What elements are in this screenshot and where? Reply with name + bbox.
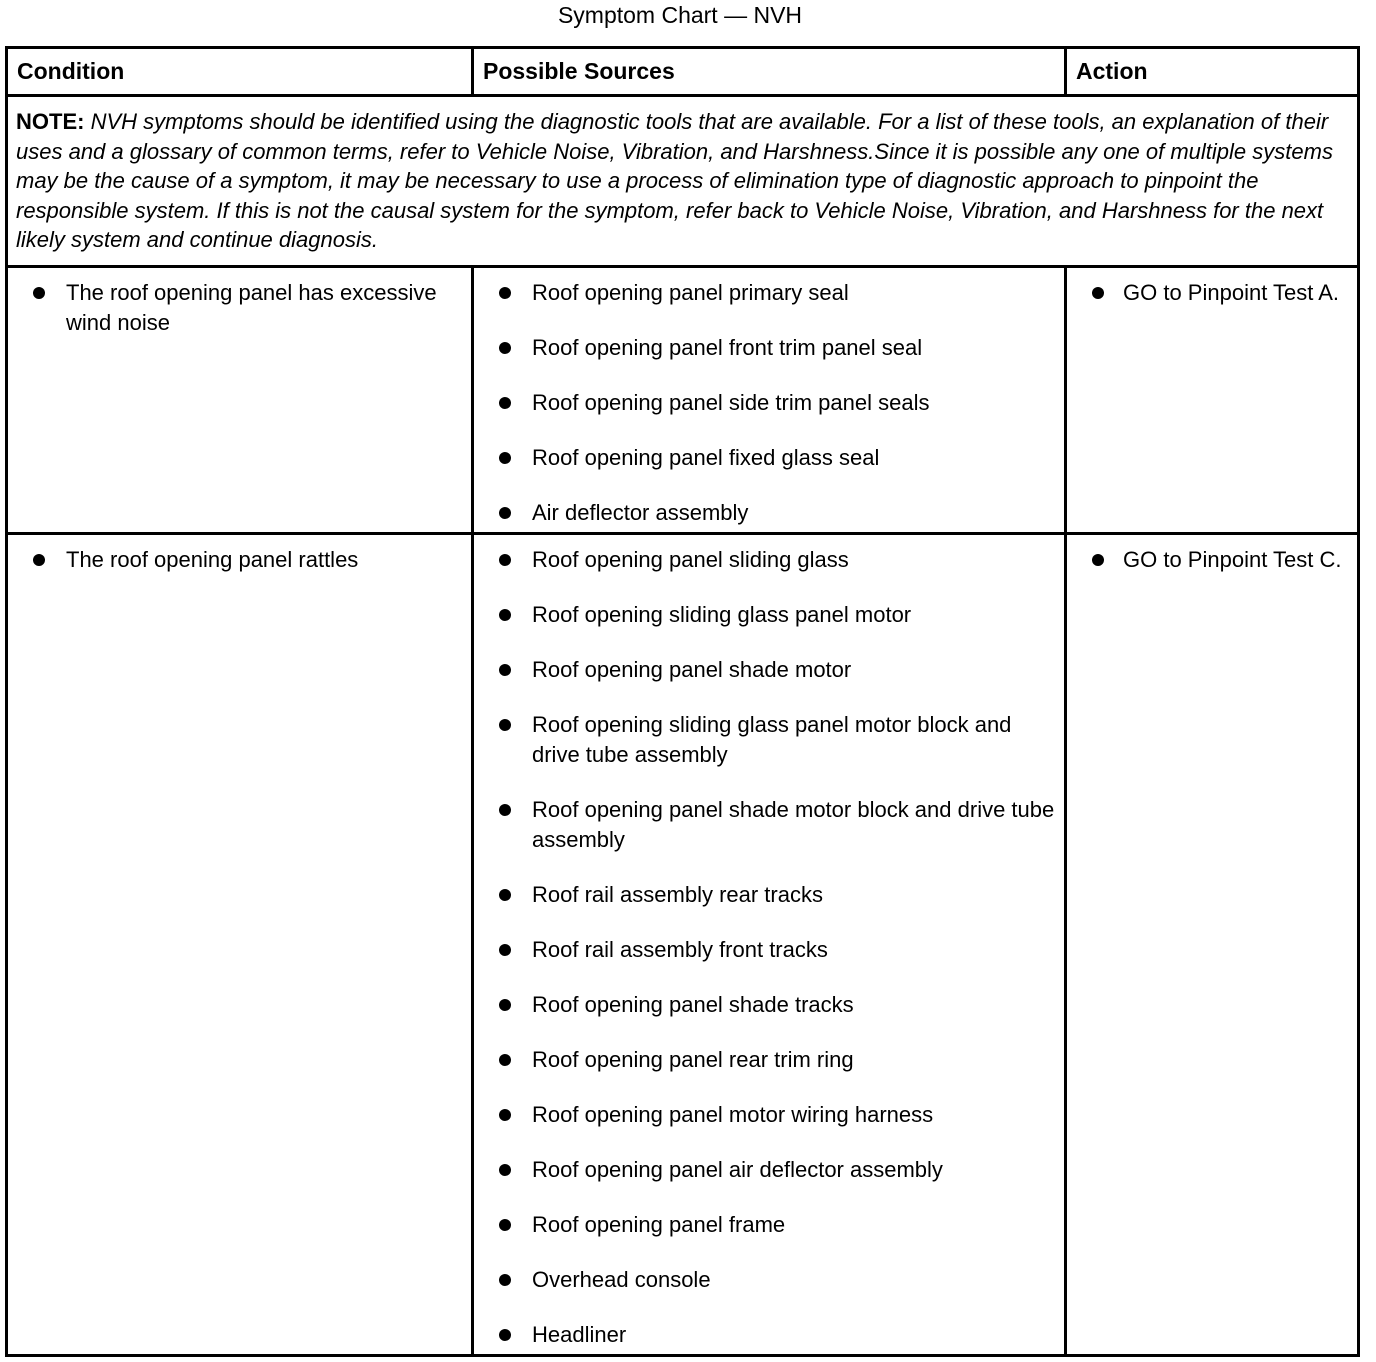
source-item: Roof opening panel sliding glass [474, 545, 1056, 575]
source-item: Roof rail assembly rear tracks [474, 880, 1056, 910]
table-row [7, 533, 1359, 1355]
condition-cell [7, 266, 473, 533]
sources-cell [473, 533, 1066, 1355]
source-item: Roof opening sliding glass panel motor block and drive tube assembly [474, 710, 1056, 770]
source-item: Roof opening panel primary seal [474, 278, 1056, 308]
source-item: Roof opening panel motor wiring harness [474, 1100, 1056, 1130]
header-row [7, 48, 1359, 96]
source-item: Roof opening panel front trim panel seal [474, 333, 1056, 363]
source-item: Overhead console [474, 1265, 1056, 1295]
page-title: Symptom Chart — NVH [557, 2, 803, 28]
condition-cell [7, 533, 473, 1355]
source-item: Roof opening panel air deflector assembly [474, 1155, 1056, 1185]
sources-cell [473, 266, 1066, 533]
note-label: NOTE: [16, 109, 85, 134]
source-item: Roof opening panel frame [474, 1210, 1056, 1240]
source-item: Roof opening panel shade motor [474, 655, 1056, 685]
source-item: Air deflector assembly [474, 498, 1056, 528]
condition-text: The roof opening panel has excessive wind noise [8, 278, 463, 338]
sources-list [474, 268, 1064, 532]
source-item: Roof opening panel side trim panel seals [474, 388, 1056, 418]
source-item: Roof opening panel shade motor block and drive tube assembly [474, 795, 1056, 855]
source-item: Roof opening panel fixed glass seal [474, 443, 1056, 473]
action-text: GO to Pinpoint Test A. [1067, 278, 1349, 308]
action-cell [1066, 533, 1359, 1355]
source-item: Roof opening panel rear trim ring [474, 1045, 1056, 1075]
action-list [1067, 535, 1357, 579]
header-action: Action [1066, 48, 1359, 96]
action-list [1067, 268, 1357, 312]
note-cell [7, 96, 1359, 267]
sources-list [474, 535, 1064, 1354]
source-item: Roof opening sliding glass panel motor [474, 600, 1056, 630]
action-cell [1066, 266, 1359, 533]
table-row [7, 266, 1359, 533]
header-possible-sources: Possible Sources [473, 48, 1066, 96]
source-item: Roof opening panel shade tracks [474, 990, 1056, 1020]
source-item: Headliner [474, 1320, 1056, 1350]
note-row [7, 96, 1359, 267]
note-text: NVH symptoms should be identified using the diagnostic tools that are available. For a list of these tools, an explanation of their uses and a glossary of common terms, refer to Vehicle Noise, Vibration, and Harshness.Since it is possible any one of multiple systems may be the cause of a symptom, it may be necessary to use a process of elimination type of diagnostic approach to pinpoint the responsible system. If this is not the causal system for the symptom, refer back to Vehicle Noise, Vibration, and Harshness for the next likely system and continue diagnosis. [16, 109, 1333, 252]
header-condition: Condition [7, 48, 473, 96]
condition-text: The roof opening panel rattles [8, 545, 463, 575]
symptom-table [5, 46, 1360, 1357]
condition-list [8, 268, 471, 342]
condition-list [8, 535, 471, 579]
source-item: Roof rail assembly front tracks [474, 935, 1056, 965]
action-text: GO to Pinpoint Test C. [1067, 545, 1349, 575]
